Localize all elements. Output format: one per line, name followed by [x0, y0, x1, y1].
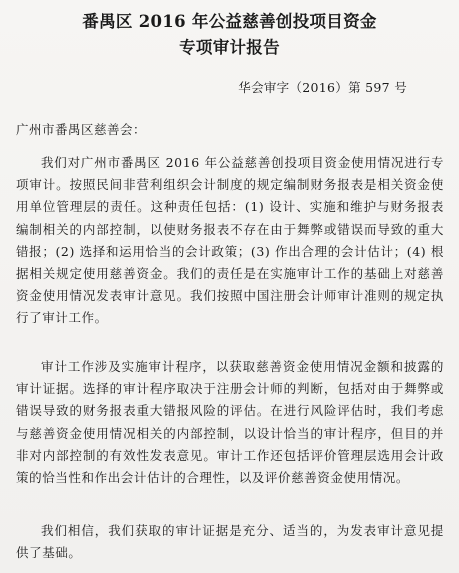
addressee: 广州市番禺区慈善会： — [16, 122, 147, 137]
report-title-line1: 番禺区 2016 年公益慈善创投项目资金 — [82, 12, 377, 31]
paragraph-audit-evidence: 我们相信，我们获取的审计证据是充分、适当的，为发表审计意见提供了基础。 — [16, 523, 444, 561]
document-number: 华会审字（2016）第 597 号 — [238, 80, 407, 95]
paragraph-responsibility: 我们对广州市番禺区 2016 年公益慈善创投项目资金使用情况进行专项审计。按照民间非营利组织会计制度的规定编制财务报表是相关资金使用单位管理层的责任。这种责任包括：(1) 设计、实施和维护与财务报表编制相关的内部控制，以使财务报表不存在由于舞弊或错误而导致的重大错报；(2) 选择和运用恰当的会计政策；(3) 作出合理的会计估计；(4) 根据相关规定使用慈善资金。我们的责任是在实施审计工作的基础上对慈善资金使用情况发表审计意见。我们按照中国注册会计师审计准则的规定执行了审计工作。 — [16, 155, 444, 326]
paragraph-audit-procedures: 审计工作涉及实施审计程序，以获取慈善资金使用情况金额和披露的审计证据。选择的审计程序取决于注册会计师的判断，包括对由于舞弊或错误导致的财务报表重大错报风险的评估。在进行风险评估时，我们考虑与慈善资金使用情况相关的内部控制，以设计恰当的审计程序，但目的并非对内部控制的有效性发表意见。审计工作还包括评价管理层选用会计政策的恰当性和作出会计估计的合理性，以及评价慈善资金使用情况。 — [16, 359, 444, 486]
report-title-line2: 专项审计报告 — [179, 38, 280, 57]
